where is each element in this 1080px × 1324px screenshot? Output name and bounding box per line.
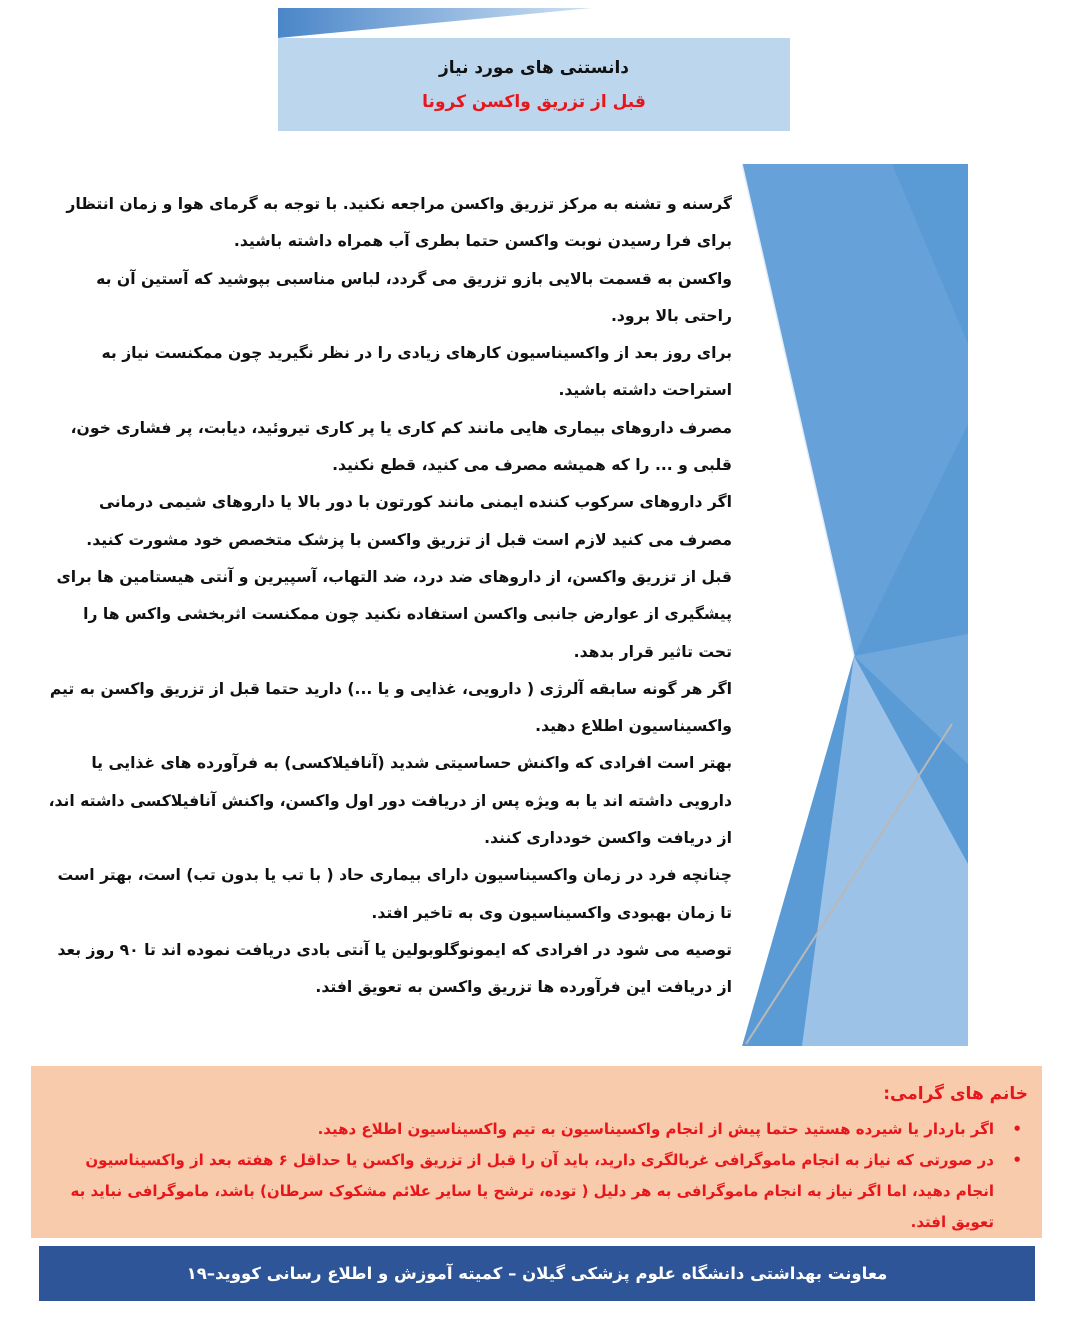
- paragraph-immunoglobulin: توصیه می شود در افرادی که ایمونوگلوبولین یا آنتی بادی دریافت نموده اند تا ۹۰ روز بعد از دریافت این فرآورده ها تزریق واکسن به تعویق افتد.: [57, 940, 732, 997]
- paragraph-allergy-history: اگر هر گونه سابقه آلرژی ( دارویی، غذایی و یا ...) دارید حتما قبل از تزریق واکسن به تیم واکسیناسیون اطلاع دهید.: [49, 679, 732, 736]
- footer-text: معاونت بهداشتی دانشگاه علوم پزشکی گیلان – کمیته آموزش و اطلاع رسانی کووید–۱۹: [186, 1264, 888, 1283]
- side-decoration-graphic: [742, 164, 968, 1046]
- main-body-text: [46, 186, 732, 1007]
- footer-banner: [39, 1246, 1035, 1301]
- page-subtitle: قبل از تزریق واکسن کرونا: [422, 91, 646, 112]
- paragraph-immunosuppressants: اگر داروهای سرکوب کننده ایمنی مانند کورتون با دور بالا یا داروهای شیمی درمانی مصرف می کنید لازم است قبل از تزریق واکسن با پزشک متخصص خود مشورت کنید.: [86, 493, 732, 549]
- paragraph-hunger-thirst: گرسنه و تشنه به مرکز تزریق واکسن مراجعه نکنید. با توجه به گرمای هوا و زمان انتظار برای فرا رسیدن نوبت واکسن حتما بطری آب همراه داشته باشید.: [66, 195, 732, 251]
- notice-item-pregnancy: [47, 1114, 1022, 1145]
- notice-item-text: اگر باردار یا شیرده هستید حتما پیش از انجام واکسیناسیون به تیم واکسیناسیون اطلاع دهید.: [317, 1120, 994, 1138]
- notice-item-text: در صورتی که نیاز به انجام ماموگرافی غربالگری دارید، باید آن را قبل از تزریق واکسن یا حداقل ۶ هفته بعد از واکسیناسیون انجام دهید، اما اگر نیاز به انجام ماموگرافی به هر دلیل ( توده، ترشح یا سایر علائم مشکوک سرطان) باشد، ماموگرافی نباید به تعویق افتد.: [70, 1151, 994, 1231]
- bullet-icon: •: [1012, 1120, 1022, 1138]
- title-box: [278, 38, 790, 131]
- paragraph-chronic-medication: مصرف داروهای بیماری هایی مانند کم کاری یا پر کاری تیروئید، دیابت، پر فشاری خون، قلبی و ... را که همیشه مصرف می کنید، قطع نکنید.: [70, 418, 732, 475]
- paragraph-rest: برای روز بعد از واکسیناسیون کارهای زیادی را در نظر نگیرید چون ممکنست نیاز به استراحت داشته باشید.: [101, 344, 732, 400]
- bullet-icon: •: [1012, 1151, 1022, 1169]
- paragraph-anaphylaxis: بهتر است افرادی که واکنش حساسیتی شدید (آنافیلاکسی) به فرآورده های غذایی یا دارویی داشته اند یا به ویژه پس از دریافت دور اول واکسن، واکنش آنافیلاکسی داشته اند، از دریافت واکسن خودداری کنند.: [48, 754, 732, 848]
- paragraph-clothing: واکسن به قسمت بالایی بازو تزریق می گردد، لباس مناسبی بپوشید که آستین آن به راحتی بالا برود.: [96, 269, 732, 325]
- notice-list: [47, 1114, 1028, 1238]
- paragraph-painkillers: قبل از تزریق واکسن، از داروهای ضد درد، ضد التهاب، آسپیرین و آنتی هیستامین ها برای پیشگیری از عوارض جانبی واکسن استفاده نکنید چون ممکنست اثربخشی واکس ها را تحت تاثیر قرار بدهد.: [56, 567, 732, 661]
- paragraph-acute-illness: چنانچه فرد در زمان واکسیناسیون دارای بیماری حاد ( با تب یا بدون تب) است، بهتر است تا زمان بهبودی واکسیناسیون وی به تاخیر افتد.: [57, 866, 732, 922]
- notice-item-mammography: [47, 1145, 1022, 1238]
- women-notice-box: [31, 1066, 1042, 1238]
- title-decorative-stripe: [278, 8, 592, 38]
- page-title: دانستنی های مورد نیاز: [439, 57, 630, 78]
- notice-title: خانم های گرامی:: [883, 1084, 1028, 1104]
